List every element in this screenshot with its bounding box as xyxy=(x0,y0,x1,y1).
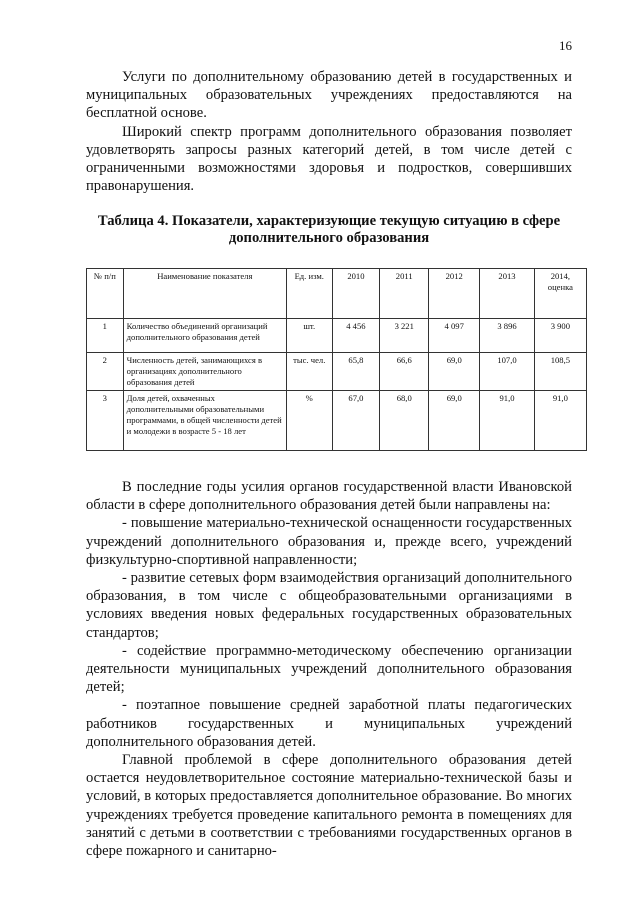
table-header-row xyxy=(87,269,587,319)
header-2010: 2010 xyxy=(332,269,380,319)
intro-text xyxy=(86,68,572,195)
header-2011: 2011 xyxy=(380,269,429,319)
cell-num: 2 xyxy=(87,353,124,391)
cell-name: Численность детей, занимающихся в организациях дополнительного образования детей xyxy=(123,353,286,391)
cell-2014: 3 900 xyxy=(534,319,586,353)
cell-2013: 91,0 xyxy=(480,391,534,451)
list-item: - повышение материально-технической оснащенности государственных учреждений дополнительного образования и, прежде всего, учреждений физкультурно-спортивной направленности; xyxy=(86,515,572,568)
header-2012: 2012 xyxy=(429,269,480,319)
cell-2011: 3 221 xyxy=(380,319,429,353)
header-2014: 2014, оценка xyxy=(534,269,586,319)
table-row xyxy=(87,319,587,353)
list-item: - содействие программно-методическому обеспечению организации деятельности муниципальных учреждений дополнительного образования детей; xyxy=(86,642,572,696)
cell-unit: % xyxy=(286,391,332,451)
paragraph: В последние годы усилия органов государственной власти Ивановской области в сфере дополнительного образования детей были направлены на: xyxy=(86,479,572,514)
table-caption: Таблица 4. Показатели, характеризующие текущую ситуацию в сфере дополнительного образования xyxy=(97,213,561,246)
cell-2012: 69,0 xyxy=(429,391,480,451)
paragraph: Услуги по дополнительному образованию детей в государственных и муниципальных образовательных учреждениях предоставляются на бесплатной основе. xyxy=(86,69,572,122)
cell-2011: 66,6 xyxy=(380,353,429,391)
cell-2014: 91,0 xyxy=(534,391,586,451)
page-number: 16 xyxy=(559,38,572,53)
cell-2010: 4 456 xyxy=(332,319,380,353)
header-unit: Ед. изм. xyxy=(286,269,332,319)
cell-name: Количество объединений организаций дополнительного образования детей xyxy=(123,319,286,353)
cell-unit: тыс. чел. xyxy=(286,353,332,391)
paragraph: Главной проблемой в сфере дополнительного образования детей остается неудовлетворительное состояние материально-технической базы и условий, в которых предоставляется дополнительное образование. Во многих учреждениях требуется проведение капитального ремонта в помещениях для занятий с детьми в соответствии с требованиями государственных органов в сфере пожарного и санитарно- xyxy=(86,752,572,860)
cell-2013: 3 896 xyxy=(480,319,534,353)
header-num: № п/п xyxy=(87,269,124,319)
list-item: - развитие сетевых форм взаимодействия организаций дополнительного образования, в том числе с общеобразовательными организациями в условиях введения новых федеральных государственных образовательных стандартов; xyxy=(86,570,572,641)
cell-2010: 67,0 xyxy=(332,391,380,451)
header-2013: 2013 xyxy=(480,269,534,319)
body-text-after-table xyxy=(86,478,572,860)
cell-2014: 108,5 xyxy=(534,353,586,391)
cell-2011: 68,0 xyxy=(380,391,429,451)
cell-2010: 65,8 xyxy=(332,353,380,391)
cell-2013: 107,0 xyxy=(480,353,534,391)
table-row xyxy=(87,391,587,451)
cell-name: Доля детей, охваченных дополнительными образовательными программами, в общей численности детей и молодежи в возрасте 5 - 18 лет xyxy=(123,391,286,451)
cell-num: 3 xyxy=(87,391,124,451)
header-name: Наименование показателя xyxy=(123,269,286,319)
list-item: - поэтапное повышение средней заработной платы педагогических работников государственных и муниципальных учреждений дополнительного образования детей. xyxy=(86,697,572,750)
cell-2012: 4 097 xyxy=(429,319,480,353)
cell-2012: 69,0 xyxy=(429,353,480,391)
paragraph: Широкий спектр программ дополнительного образования позволяет удовлетворять запросы разных категорий детей, в том числе детей с ограниченными возможностями здоровья и подростков, совершивших правонарушения. xyxy=(86,123,572,195)
indicators-table xyxy=(86,268,587,451)
cell-unit: шт. xyxy=(286,319,332,353)
table-row xyxy=(87,353,587,391)
cell-num: 1 xyxy=(87,319,124,353)
